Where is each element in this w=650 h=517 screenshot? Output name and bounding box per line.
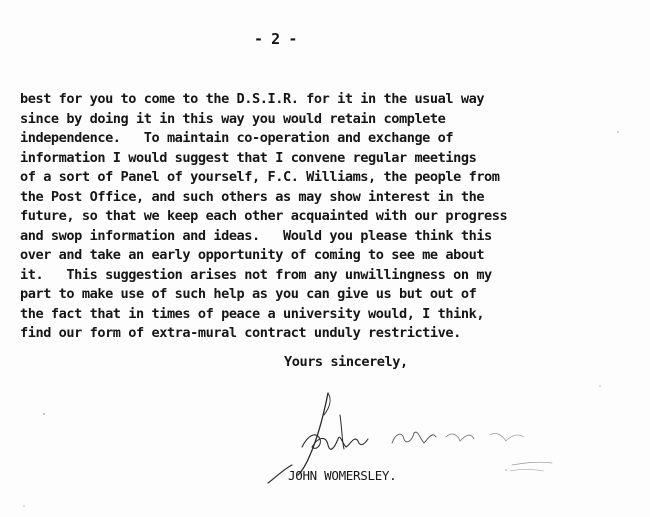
body-line: the Post Office, and such others as may show interest in the xyxy=(20,188,485,205)
body-line: the fact that in times of peace a university would, I think, xyxy=(20,305,485,322)
letter-body xyxy=(20,90,648,344)
body-line: part to make use of such help as you can give us but out of xyxy=(20,286,477,302)
body-line: of a sort of Panel of yourself, F.C. Williams, the people from xyxy=(20,169,500,185)
body-line: find our form of extra-mural contract unduly restrictive. xyxy=(20,325,461,341)
signatory-name: JOHN WOMERSLEY. xyxy=(288,468,397,483)
closing-salutation: Yours sincerely, xyxy=(284,354,408,370)
body-line: information I would suggest that I convene regular meetings xyxy=(20,149,477,166)
page-number: - 2 - xyxy=(254,30,297,48)
body-line: since by doing it in this way you would retain complete xyxy=(20,110,446,127)
body-line: best for you to come to the D.S.I.R. for it in the usual way xyxy=(20,91,485,107)
body-line: independence. To maintain co-operation and exchange of xyxy=(20,130,454,146)
body-line: it. This suggestion arises not from any unwillingness on my xyxy=(20,266,492,283)
body-line: over and take an early opportunity of coming to see me about xyxy=(20,247,485,263)
body-line: future, so that we keep each other acquainted with our progress xyxy=(20,208,508,224)
body-line: and swop information and ideas. Would you please think this xyxy=(20,227,492,244)
